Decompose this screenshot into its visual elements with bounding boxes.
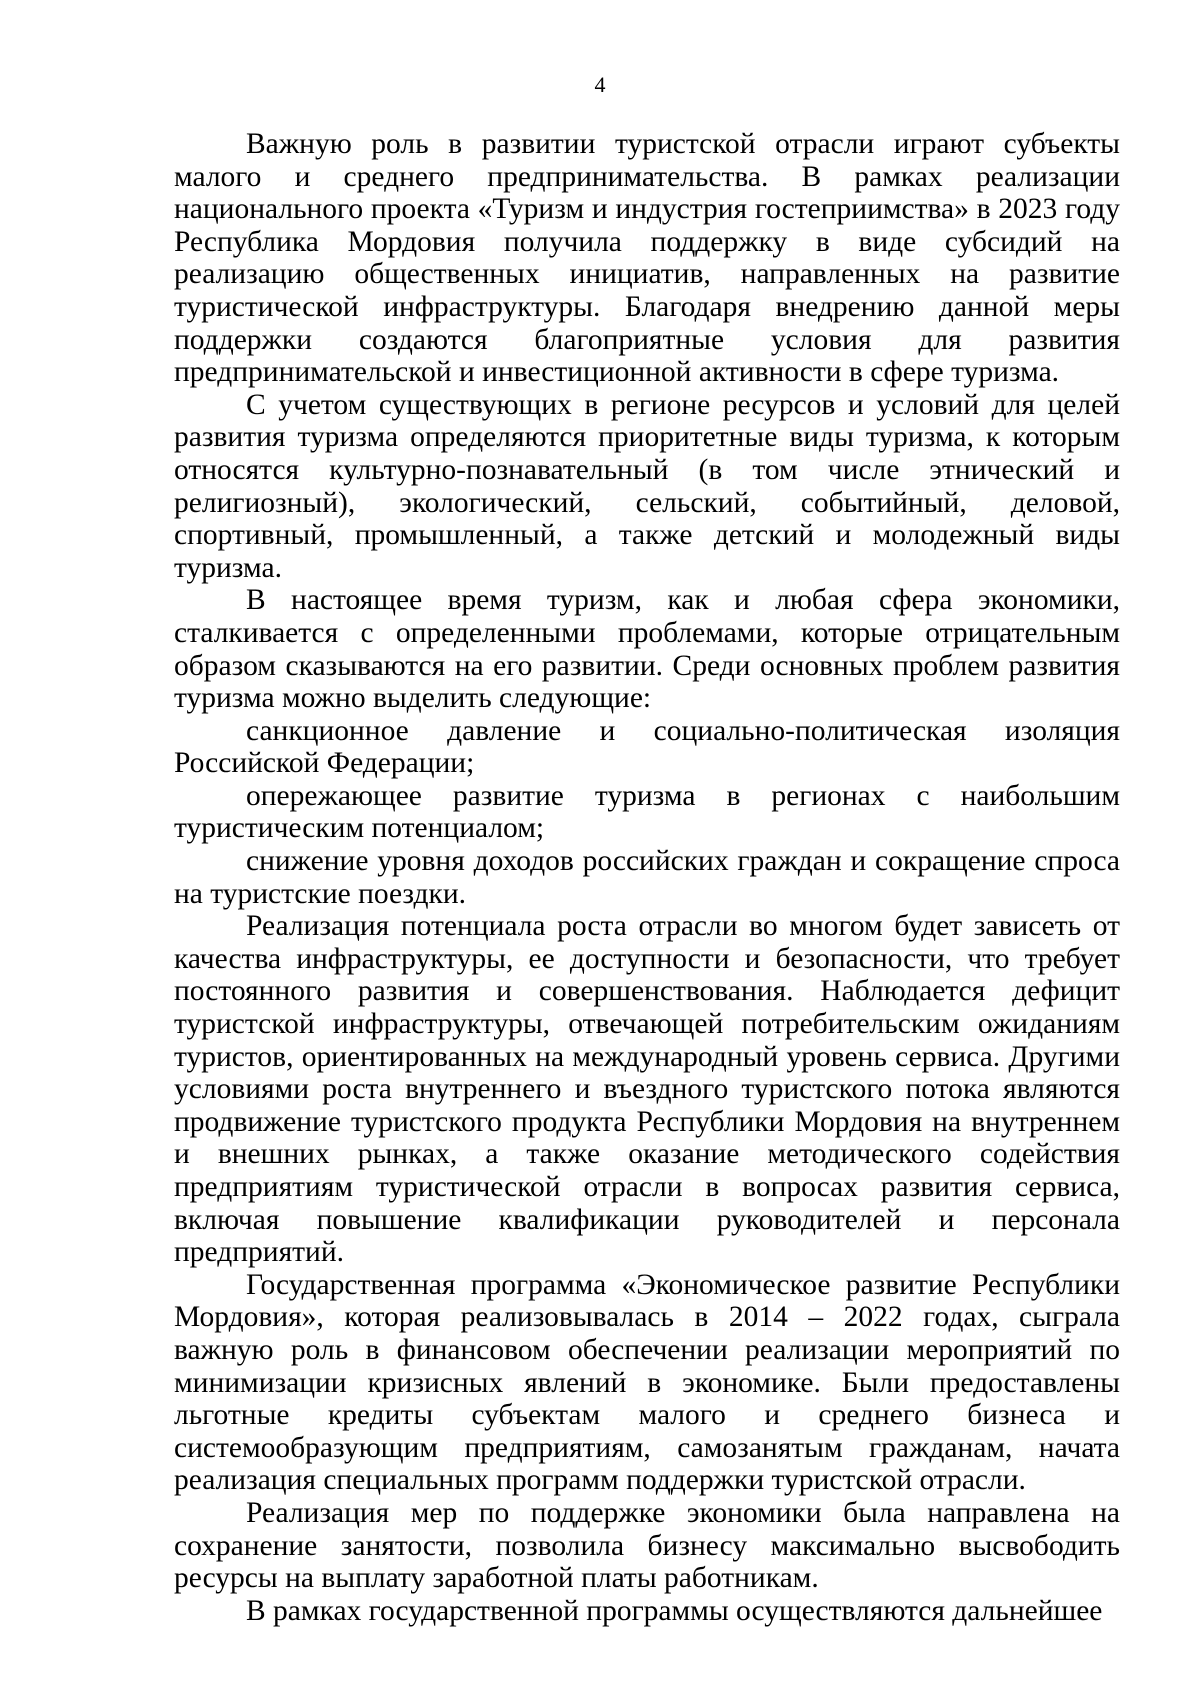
paragraph-small-business-support: Важную роль в развитии туристской отрасли играют субъекты малого и среднего предпринимательства. В рамках реализации национального проекта «Туризм и индустрия гостеприимства» в 2023 году Республика Мордовия получила поддержку в виде субсидий на реализацию общественных инициатив, направленных на развитие туристической инфраструктуры. Благодаря внедрению данной меры поддержки создаются благоприятные условия для развития предпринимательской и инвестиционной активности в сфере туризма. [174, 128, 1120, 389]
list-item-regional-competition: опережающее развитие туризма в регионах с наибольшим туристическим потенциалом; [174, 779, 1120, 845]
paragraph-state-program: Государственная программа «Экономическое развитие Республики Мордовия», которая реализовывалась в 2014 – 2022 годах, сыграла важную роль в финансовом обеспечении реализации мероприятий по минимизации кризисных явлений в экономике. Были предоставлены льготные кредиты субъектам малого и среднего бизнеса и системообразующим предприятиям, самозанятым гражданам, начата реализация специальных программ поддержки туристской отрасли. [174, 1268, 1120, 1497]
paragraph-tourism-problems: В настоящее время туризм, как и любая сфера экономики, сталкивается с определенными проблемами, которые отрицательным образом сказываются на его развитии. Среди основных проблем развития туризма можно выделить следующие: [174, 584, 1120, 715]
paragraph-program-continuation: В рамках государственной программы осуществляются дальнейшее [246, 1594, 1103, 1627]
list-item-sanctions: санкционное давление и социально-политическая изоляция Российской Федерации; [174, 714, 1120, 780]
list-item-income-decline: снижение уровня доходов российских граждан и сокращение спроса на туристские поездки. [174, 845, 1120, 910]
paragraph-infrastructure: Реализация потенциала роста отрасли во многом будет зависеть от качества инфраструктуры, ее доступности и безопасности, что требует постоянного развития и совершенствования. Наблюдается дефицит туристской инфраструктуры, отвечающей потребительским ожиданиям туристов, ориентированных на международный уровень сервиса. Другими условиями роста внутреннего и въездного туристского потока являются продвижение туристского продукта Республики Мордовия на внутреннем и внешних рынках, а также оказание методического содействия предприятиям туристической отрасли в вопросах развития сервиса, включая повышение квалификации руководителей и персонала предприятий. [174, 910, 1120, 1269]
paragraph-employment: Реализация мер по поддержке экономики была направлена на сохранение занятости, позволила бизнесу максимально высвободить ресурсы на выплату заработной платы работникам. [174, 1496, 1120, 1595]
body-text [174, 128, 1120, 1627]
paragraph-priority-tourism-types: С учетом существующих в регионе ресурсов и условий для целей развития туризма определяются приоритетные виды туризма, к которым относятся культурно-познавательный (в том числе этнический и религиозный), экологический, сельский, событийный, деловой, спортивный, промышленный, а также детский и молодежный виды туризма. [174, 388, 1120, 584]
page-number: 4 [594, 72, 606, 97]
